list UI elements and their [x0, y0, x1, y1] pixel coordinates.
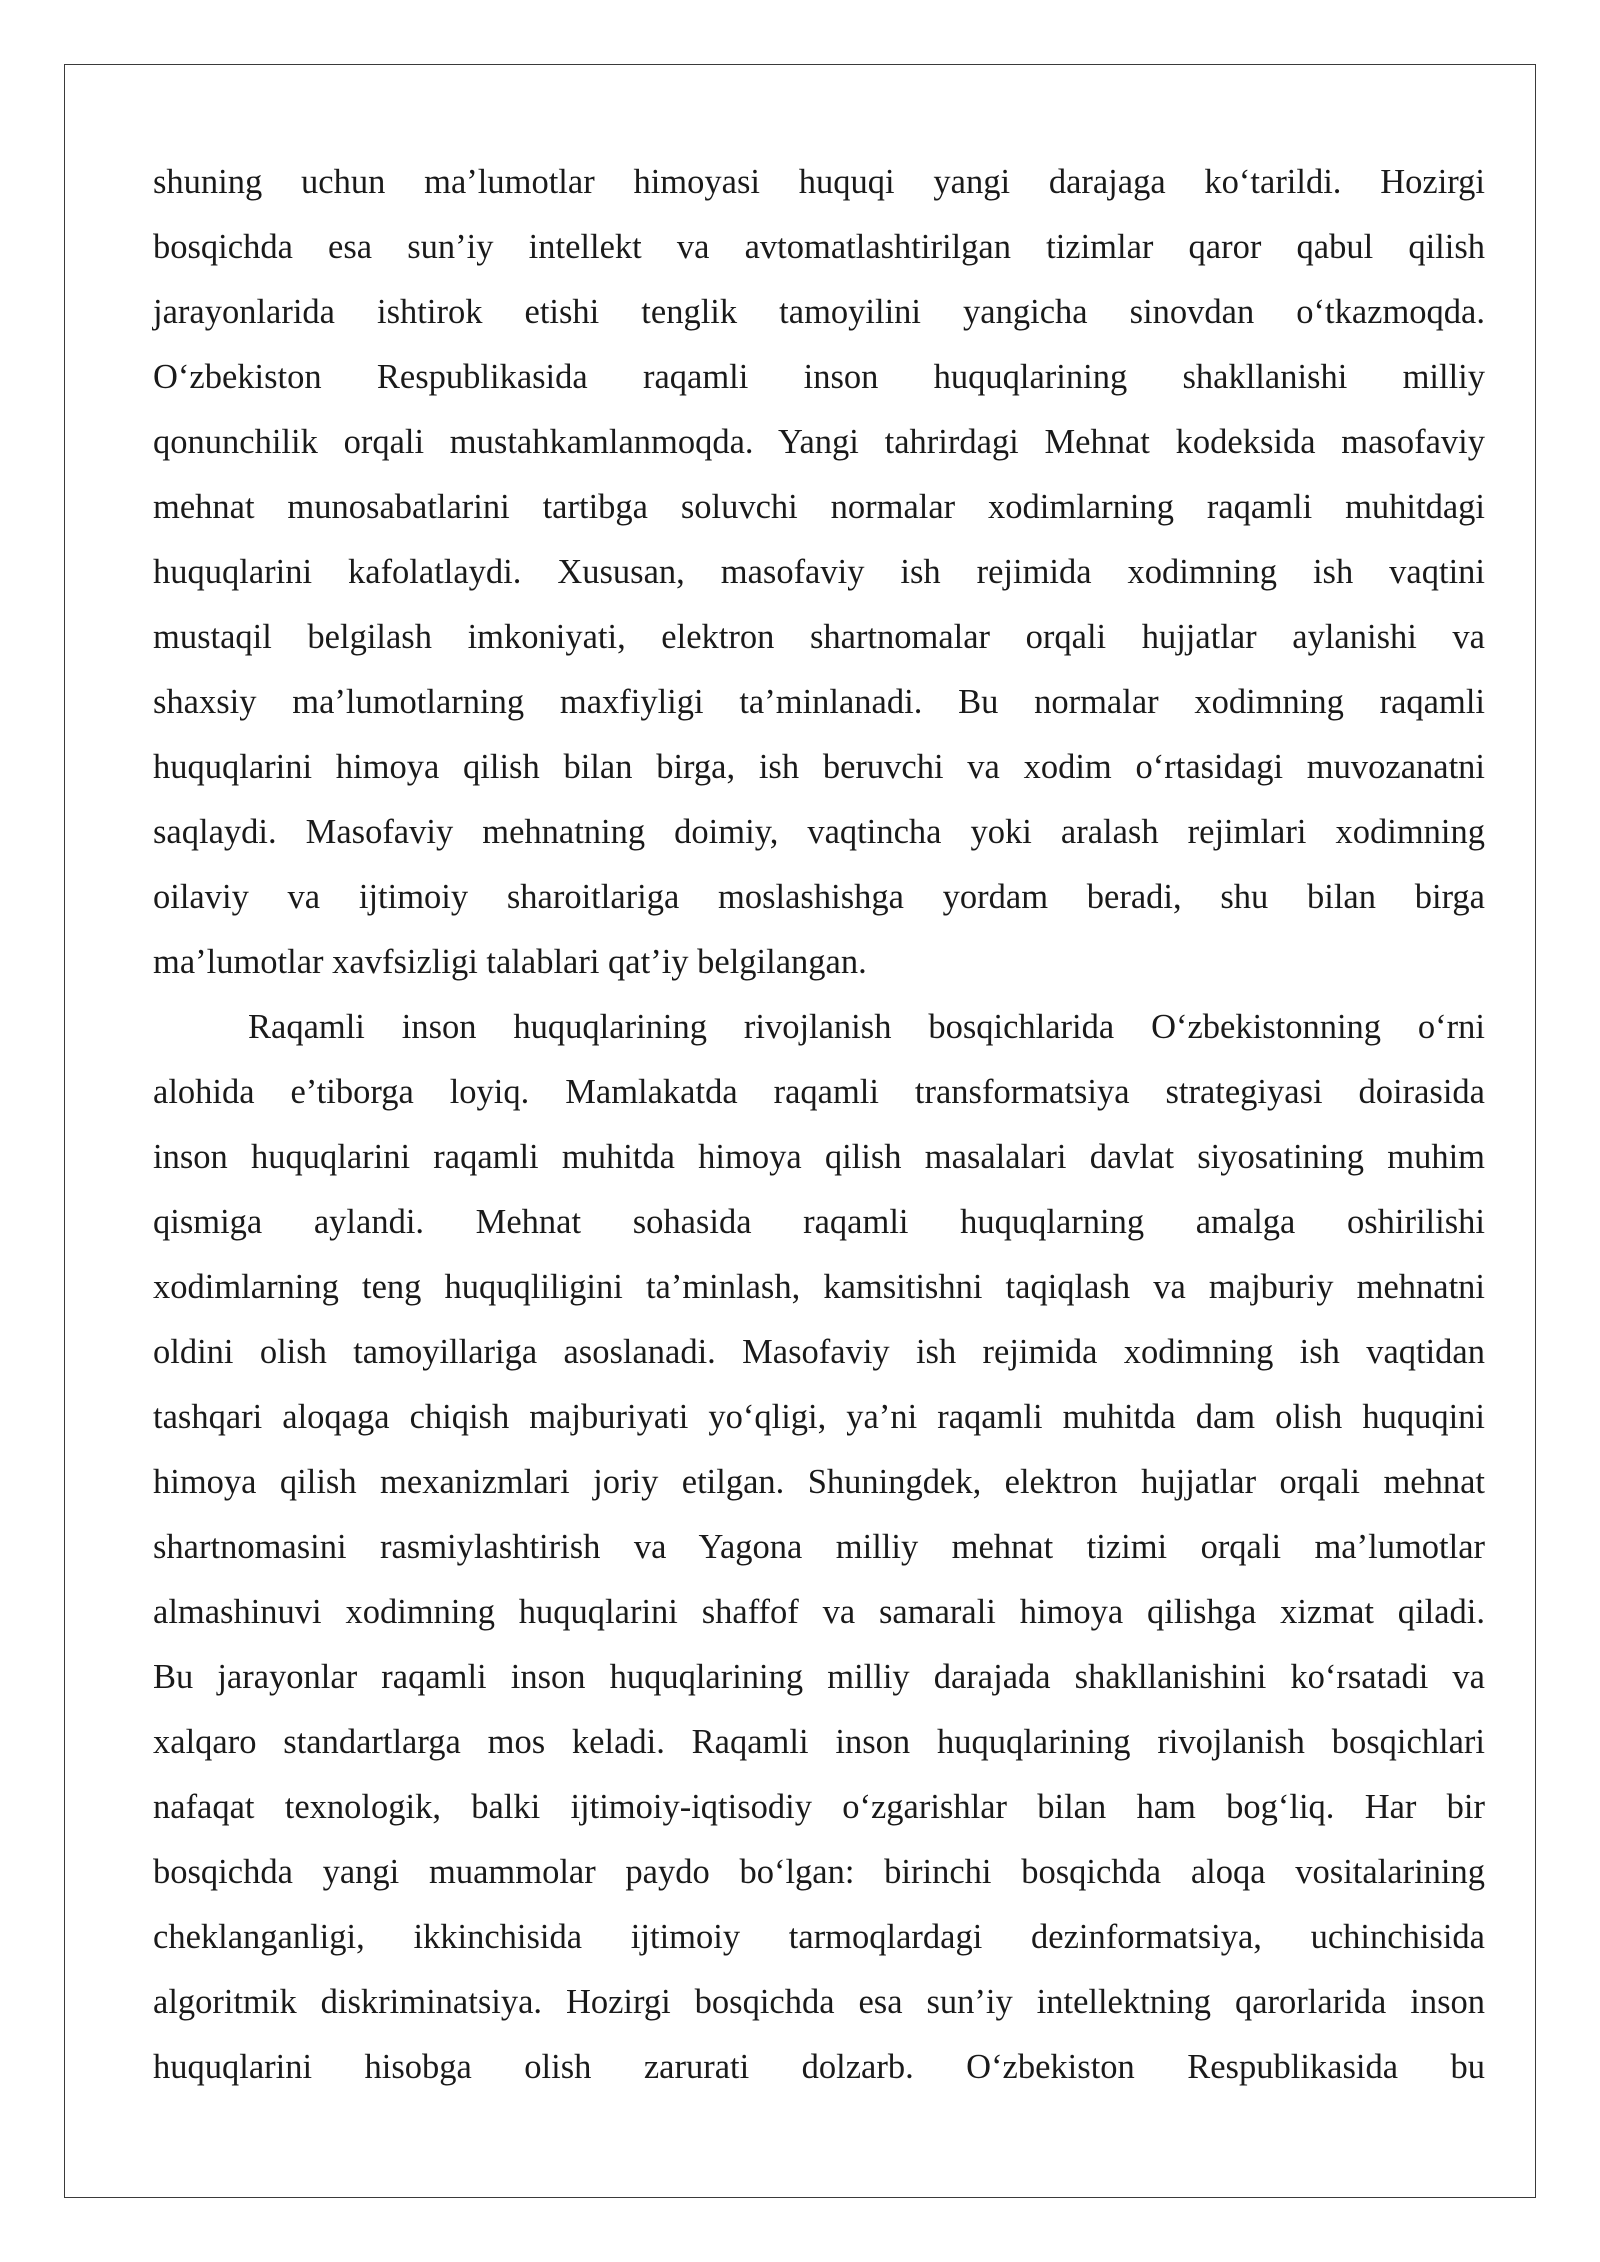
text-line: bosqichda yangi muammolar paydo bo‘lgan: birinchi bosqichda aloqa vositalarining — [153, 1853, 1485, 1891]
text-line: Raqamli inson huquqlarining rivojlanish bosqichlarida O‘zbekistonning o‘rni — [248, 1008, 1485, 1046]
text-line: cheklanganligi, ikkinchisida ijtimoiy tarmoqlardagi dezinformatsiya, uchinchisida — [153, 1918, 1485, 1956]
text-line: tashqari aloqaga chiqish majburiyati yo‘qligi, ya’ni raqamli muhitda dam olish huquqini — [153, 1398, 1485, 1436]
text-line: huquqlarini hisobga olish zarurati dolzarb. O‘zbekiston Respublikasida bu — [153, 2048, 1485, 2086]
paragraph — [153, 150, 1485, 995]
text-line: oilaviy va ijtimoiy sharoitlariga moslashishga yordam beradi, shu bilan birga — [153, 878, 1485, 916]
text-line: xodimlarning teng huquqliligini ta’minlash, kamsitishni taqiqlash va majburiy mehnatni — [153, 1268, 1485, 1306]
text-line: shuning uchun ma’lumotlar himoyasi huquqi yangi darajaga ko‘tarildi. Hozirgi — [153, 163, 1485, 201]
text-line: huquqlarini kafolatlaydi. Xususan, masofaviy ish rejimida xodimning ish vaqtini — [153, 553, 1485, 591]
text-line: Bu jarayonlar raqamli inson huquqlarining milliy darajada shakllanishini ko‘rsatadi va — [153, 1658, 1485, 1696]
text-line: shaxsiy ma’lumotlarning maxfiyligi ta’minlanadi. Bu normalar xodimning raqamli — [153, 683, 1485, 721]
text-line: jarayonlarida ishtirok etishi tenglik tamoyilini yangicha sinovdan o‘tkazmoqda. — [153, 293, 1485, 331]
document-body — [153, 150, 1485, 2100]
text-line: himoya qilish mexanizmlari joriy etilgan. Shuningdek, elektron hujjatlar orqali mehnat — [153, 1463, 1485, 1501]
text-line: oldini olish tamoyillariga asoslanadi. Masofaviy ish rejimida xodimning ish vaqtidan — [153, 1333, 1485, 1371]
text-line: algoritmik diskriminatsiya. Hozirgi bosqichda esa sun’iy intellektning qarorlarida inson — [153, 1983, 1485, 2021]
text-line: huquqlarini himoya qilish bilan birga, ish beruvchi va xodim o‘rtasidagi muvozanatni — [153, 748, 1485, 786]
text-line: qismiga aylandi. Mehnat sohasida raqamli huquqlarning amalga oshirilishi — [153, 1203, 1485, 1241]
text-line: alohida e’tiborga loyiq. Mamlakatda raqamli transformatsiya strategiyasi doirasida — [153, 1073, 1485, 1111]
text-line: ma’lumotlar xavfsizligi talablari qat’iy belgilangan. — [153, 943, 867, 981]
text-line: O‘zbekiston Respublikasida raqamli inson huquqlarining shakllanishi milliy — [153, 358, 1485, 396]
text-line: shartnomasini rasmiylashtirish va Yagona milliy mehnat tizimi orqali ma’lumotlar — [153, 1528, 1485, 1566]
text-line: nafaqat texnologik, balki ijtimoiy-iqtisodiy o‘zgarishlar bilan ham bog‘liq. Har bir — [153, 1788, 1485, 1826]
text-line: saqlaydi. Masofaviy mehnatning doimiy, vaqtincha yoki aralash rejimlari xodimning — [153, 813, 1485, 851]
text-line: almashinuvi xodimning huquqlarini shaffof va samarali himoya qilishga xizmat qiladi. — [153, 1593, 1485, 1631]
text-line: mustaqil belgilash imkoniyati, elektron shartnomalar orqali hujjatlar aylanishi va — [153, 618, 1485, 656]
text-line: mehnat munosabatlarini tartibga soluvchi normalar xodimlarning raqamli muhitdagi — [153, 488, 1485, 526]
text-line: xalqaro standartlarga mos keladi. Raqamli inson huquqlarining rivojlanish bosqichlari — [153, 1723, 1485, 1761]
text-line: inson huquqlarini raqamli muhitda himoya qilish masalalari davlat siyosatining muhim — [153, 1138, 1485, 1176]
text-line: bosqichda esa sun’iy intellekt va avtomatlashtirilgan tizimlar qaror qabul qilish — [153, 228, 1485, 266]
paragraph — [153, 995, 1485, 2100]
text-line: qonunchilik orqali mustahkamlanmoqda. Yangi tahrirdagi Mehnat kodeksida masofaviy — [153, 423, 1485, 461]
